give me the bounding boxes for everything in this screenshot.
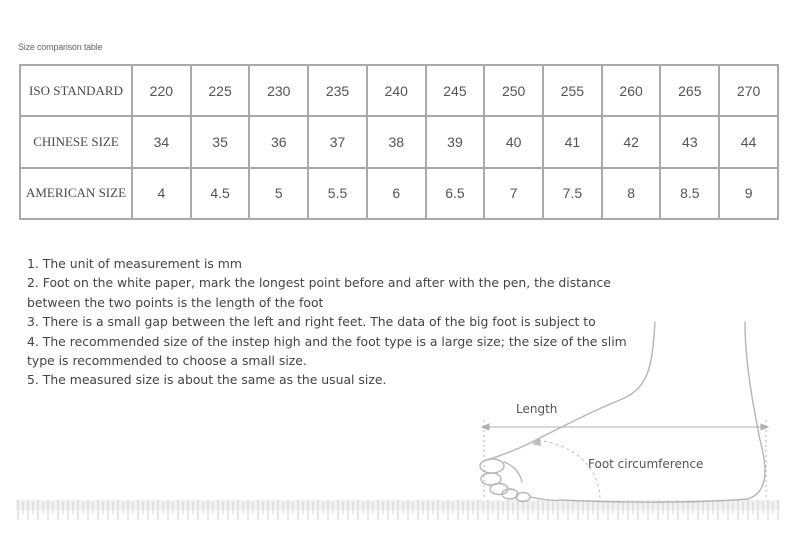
table-cell: 39 <box>426 116 485 167</box>
note-5: 5. The measured size is about the same as the usual size. <box>27 372 387 388</box>
table-cell: 235 <box>308 65 367 116</box>
table-cell: 36 <box>249 116 308 167</box>
foot-instep-line <box>488 322 655 460</box>
note-3: 3. There is a small gap between the left and right feet. The data of the big foot is subject to <box>27 314 596 330</box>
note-1: 1. The unit of measurement is mm <box>27 256 242 271</box>
table-cell: 265 <box>660 65 719 116</box>
table-caption: Size comparison table <box>18 42 103 52</box>
foot-sole-line <box>530 497 560 500</box>
table-cell: 38 <box>367 116 426 167</box>
length-label: Length <box>516 402 558 416</box>
table-cell: 44 <box>719 116 778 167</box>
table-cell: 220 <box>132 65 191 116</box>
table-cell: 6.5 <box>426 168 485 219</box>
table-cell: 7.5 <box>543 168 602 219</box>
table-cell: 4.5 <box>191 168 250 219</box>
table-cell: 41 <box>543 116 602 167</box>
toe-joint-line <box>504 462 522 482</box>
table-cell: 9 <box>719 168 778 219</box>
table-cell: 35 <box>191 116 250 167</box>
circumference-label: Foot circumference <box>588 457 704 471</box>
length-arrow-left-icon <box>482 424 489 430</box>
table-cell: 225 <box>191 65 250 116</box>
row-header: ISO STANDARD <box>20 65 132 116</box>
table-cell: 42 <box>602 116 661 167</box>
table-cell: 260 <box>602 65 661 116</box>
table-cell: 43 <box>660 116 719 167</box>
table-cell: 4 <box>132 168 191 219</box>
table-cell: 8 <box>602 168 661 219</box>
table-cell: 5 <box>249 168 308 219</box>
table-cell: 270 <box>719 65 778 116</box>
table-cell: 230 <box>249 65 308 116</box>
table-cell: 34 <box>132 116 191 167</box>
foot-heel-line <box>560 322 765 502</box>
note-4: 4. The recommended size of the instep high and the foot type is a large size; the size of the slim type is recommended to choose a small size. <box>27 333 627 369</box>
row-header: AMERICAN SIZE <box>20 168 132 219</box>
table-cell: 8.5 <box>660 168 719 219</box>
toe-third <box>490 484 508 495</box>
ruler <box>16 500 780 520</box>
table-cell: 7 <box>484 168 543 219</box>
table-cell: 5.5 <box>308 168 367 219</box>
table-cell: 250 <box>484 65 543 116</box>
table-cell: 240 <box>367 65 426 116</box>
table-cell: 255 <box>543 65 602 116</box>
table-cell: 40 <box>484 116 543 167</box>
row-header: CHINESE SIZE <box>20 116 132 167</box>
table-cell: 245 <box>426 65 485 116</box>
table-cell: 6 <box>367 168 426 219</box>
length-arrow-right-icon <box>761 424 768 430</box>
table-cell: 37 <box>308 116 367 167</box>
note-2: 2. Foot on the white paper, mark the longest point before and after with the pen, the distance between the two points is the length of the foot <box>27 275 611 310</box>
